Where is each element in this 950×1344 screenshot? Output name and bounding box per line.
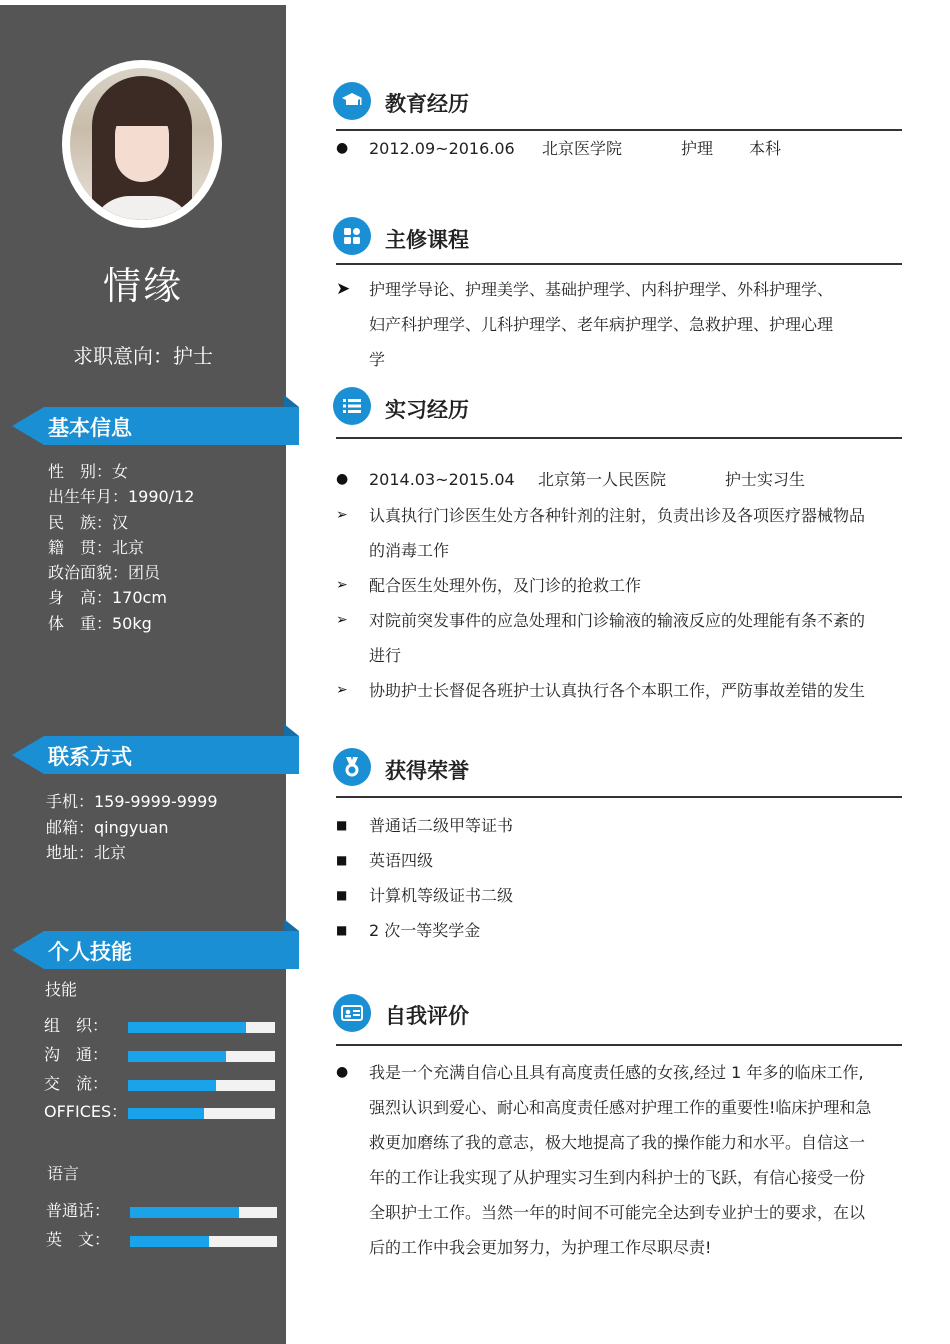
internship-period: 2014.03~2015.04 [369,470,515,489]
honor-text: 计算机等级证书二级 [369,886,514,905]
education-major: 护理 [681,139,714,158]
section-divider [336,1044,902,1046]
basic-info-list [48,459,194,636]
arrow-bullet-icon: ➢ [336,612,348,628]
language-english [46,1227,286,1251]
arrow-bullet-icon: ➢ [336,507,348,523]
self-eval-line: 后的工作中我会更加努力，为护理工作尽职尽责! [369,1238,712,1257]
skill-label: 交 流： [44,1074,109,1093]
basic-info-title: 基本信息 [48,416,132,440]
skill-bar-fill [128,1108,204,1119]
self-eval-line: 强烈认识到爱心、耐心和高度责任感对护理工作的重要性!临床护理和急 [369,1098,872,1117]
duty-line: 配合医生处理外伤，及门诊的抢救工作 [369,576,642,595]
skill-bar [128,1080,275,1091]
self-eval-line: 救更加磨练了我的意志，极大地提高了我的操作能力和水平。自信这一 [369,1133,866,1152]
honor-item [336,808,906,843]
info-weight: 体 重：50kg [48,613,152,633]
skill-exchange [44,1071,284,1095]
internship-hospital: 北京第一人民医院 [538,470,667,489]
internship-duty [336,498,906,568]
language-bar-fill [130,1207,239,1218]
skill-bar-fill [128,1051,226,1062]
arrow-bullet-icon: ➢ [336,682,348,698]
honor-text: 普通话二级甲等证书 [369,816,514,835]
language-mandarin [46,1198,286,1222]
arrow-bullet-icon: ➤ [336,279,351,299]
info-ethnicity: 民 族：汉 [48,512,129,532]
self-eval-entry [336,1055,906,1265]
dot-bullet-icon: ● [336,1064,349,1080]
skill-organize [44,1013,284,1037]
job-intent: 求职意向：护士 [73,344,213,368]
section-divider [336,263,902,265]
language-bar [130,1236,277,1247]
info-politics: 政治面貌：团员 [48,563,161,583]
dot-bullet-icon: ● [336,140,349,156]
skill-label: 沟 通： [44,1045,109,1064]
list-icon [333,387,371,425]
contact-list [46,789,218,866]
self-eval-text [369,1055,906,1265]
square-bullet-icon: ■ [336,818,348,832]
education-degree: 本科 [749,139,782,158]
duty-line: 对院前突发事件的应急处理和门诊输液的输液反应的处理能有条不紊的 [369,611,866,630]
language-label: 普通话： [46,1201,111,1220]
self-eval-title: 自我评价 [385,1004,469,1028]
honor-item [336,913,906,948]
honor-item [336,843,906,878]
skill-bar [128,1108,275,1119]
square-bullet-icon: ■ [336,853,348,867]
square-bullet-icon: ■ [336,923,348,937]
avatar [70,68,214,220]
honor-text: 英语四级 [369,851,434,870]
info-origin: 籍 贯：北京 [48,537,145,557]
courses-entry [336,272,906,377]
skill-bar [128,1022,275,1033]
duty-line: 认真执行门诊医生处方各种针剂的注射，负责出诊及各项医疗器械物品 [369,506,866,525]
skill-bar [128,1051,275,1062]
duty-line: 协助护士长督促各班护士认真执行各个本职工作，严防事故差错的发生 [369,681,866,700]
self-eval-line: 我是一个充满自信心且具有高度责任感的女孩,经过 1 年多的临床工作, [369,1063,864,1082]
graduation-cap-icon [333,82,371,120]
skill-bar-fill [128,1080,216,1091]
avatar-frame [62,60,222,228]
section-divider [336,796,902,798]
language-bar [130,1207,277,1218]
skills-title: 个人技能 [48,940,132,964]
self-eval-line: 年的工作让我实现了从护理实习生到内科护士的飞跃，有信心接受一份 [369,1168,866,1187]
internship-role: 护士实习生 [725,470,806,489]
info-birth: 出生年月：1990/12 [48,487,195,507]
internship-title: 实习经历 [385,398,469,422]
arrow-bullet-icon: ➢ [336,577,348,593]
info-height: 身 高：170cm [48,588,167,608]
square-bullet-icon: ■ [336,888,348,902]
education-period: 2012.09~2016.06 [369,139,515,158]
education-title: 教育经历 [385,92,469,116]
contact-email: 邮箱：qingyuan [46,817,169,837]
contact-phone: 手机：159-9999-9999 [46,792,218,811]
section-divider [336,437,902,439]
duty-line: 的消毒工作 [369,541,450,560]
courses-line: 妇产科护理学、儿科护理学、老年病护理学、急救护理、护理心理 [369,315,834,334]
honor-text: 2 次一等奖学金 [369,921,481,940]
courses-title: 主修课程 [385,228,469,252]
apps-icon [333,217,371,255]
honor-item [336,878,906,913]
duty-line: 进行 [369,646,402,665]
internship-duty [336,603,906,673]
internship-duty [336,568,906,603]
skill-label: OFFICES： [44,1102,128,1121]
education-school: 北京医学院 [542,139,623,158]
internship-duty [336,673,906,708]
self-eval-line: 全职护士工作。当然一年的时间不可能完全达到专业护士的要求，在以 [369,1203,866,1222]
contact-title: 联系方式 [48,745,132,769]
courses-text [369,272,906,377]
education-entry [336,131,906,166]
medal-icon [333,748,371,786]
skill-bar-fill [128,1022,246,1033]
skill-label: 组 织： [44,1016,109,1035]
internship-entry [336,462,906,497]
skill-communicate [44,1042,284,1066]
dot-bullet-icon: ● [336,471,349,487]
info-gender: 性 别：女 [48,462,129,481]
skill-offices [44,1099,284,1123]
language-bar-fill [130,1236,209,1247]
id-card-icon [333,994,371,1032]
profile-name: 情缘 [102,264,183,308]
courses-line: 护理学导论、护理美学、基础护理学、内科护理学、外科护理学、 [369,280,834,299]
honors-title: 获得荣誉 [385,759,469,783]
language-label: 英 文： [46,1230,111,1249]
courses-line: 学 [369,350,386,369]
skills-label: 技能 [45,980,78,999]
language-label: 语言 [47,1164,80,1183]
contact-address: 地址：北京 [46,843,127,862]
